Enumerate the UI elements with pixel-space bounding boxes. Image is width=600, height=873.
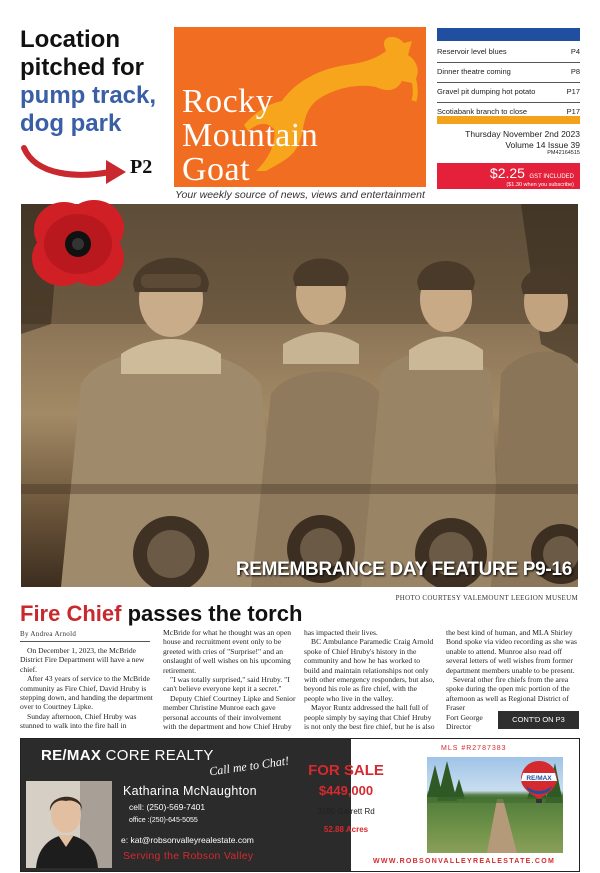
article-column: the best kind of human, and MLA Shirley Bond spoke via video recording as she was unable to attend. Munroe also read off several letters of well wishes from former department members unable to be present. Several other fire chiefs from the area spoke during the open mic portion of the afternoon as well as Regional District of Fraser Fort George Director [446,628,577,732]
for-sale-label: FOR SALE [308,762,384,779]
inside-index [437,43,580,123]
agent-name: Katharina McNaughton [123,784,257,798]
agent-email[interactable]: e: kat@robsonvalleyrealestate.com [121,835,254,845]
serving-tagline: Serving the Robson Valley [123,850,254,862]
index-item[interactable]: Scotiabank branch to close P17 [437,103,580,123]
masthead-logo[interactable] [174,27,426,187]
listing-price: $449,000 [318,783,374,798]
balloon-label: RE/MAX [526,775,552,782]
teaser-line-highlight: pump track, [20,82,157,109]
mls-number: MLS #R2787383 [441,745,507,752]
paper-title: Rocky Mountain Goat [182,83,319,187]
issue-info [437,129,580,157]
index-item[interactable]: Gravel pit dumping hot potato P17 [437,83,580,103]
teaser-line: Location [20,26,120,53]
index-bar-top [437,28,580,41]
realestate-ad[interactable] [20,738,580,872]
article-headline[interactable]: Fire Chief passes the torch [20,601,303,626]
continued-button[interactable]: CONT'D ON P3 [498,711,579,729]
agent-photo [26,781,112,868]
article-column: has impacted their lives. BC Ambulance Paramedic Craig Arnold spoke of Chief Hruby's history in the community and how he has worked to build and maintain relationships not only with other emergency responders, but also, beyond his role as fire chief, with the people who live in the valley. Mayor Runtz addressed the hall full of people simply by saying that Chief Hruby is not only the best fire chief, but he is also [304,628,435,732]
feature-banner[interactable]: REMEMBRANCE DAY FEATURE P9-16 [235,559,572,580]
remax-brand: RE/MAX CORE REALTY [41,747,214,764]
curved-arrow-icon [18,142,128,188]
listing-acres: 52.88 Acres [323,825,369,834]
listing-address: 3180 Garrett Rd [317,807,375,816]
price-subscribe: ($1.30 when you subscribe) [506,182,574,188]
agent-cell[interactable]: cell: (250)-569-7401 [129,802,206,812]
article-column: McBride for what he thought was an open house and recruitment event only to be greeted with cries of "Surprise!" and an onslaught of well wishes on his upcoming retirement. "I was totally surprised," said Hruby. "I can't believe everyone kept it a secret." Deputy Chief Courtney Lipke and Senior member Christine Munroe each gave personal accounts of their involvement with the department and how Chief Hruby [163,628,296,732]
issue-pm: PM42164515 [547,150,580,157]
teaser-page-ref[interactable]: P2 [130,156,153,178]
website-url[interactable]: WWW.ROBSONVALLEYREALESTATE.COM [373,858,556,865]
teaser-line-highlight: dog park [20,110,122,137]
index-item[interactable]: Dinner theatre coming P8 [437,63,580,83]
index-bar-bottom [437,116,580,124]
price-amount: $2.25 [489,165,525,181]
agent-portrait-icon [26,781,112,868]
tagline: Your weekly source of news, views and entertainment [175,189,425,201]
article-column: On December 1, 2023, the McBride District Fire Department will have a new chief. After 43 years of service to the McBride community as Fire Chief, David Hruby is stepping down, and handing the department over to Courtney Lipke. Sunday afternoon, Chief Hruby was stunned to walk into the fire hall in [20,646,153,731]
issue-date: Thursday November 2nd 2023 [465,129,580,139]
byline: By Andrea Arnold [20,630,150,642]
remax-balloon-icon [519,759,559,803]
poppy-icon [28,194,128,292]
agent-office[interactable]: office :(250)-645-5055 [129,817,198,824]
photo-credit: PHOTO COURTESY VALEMOUNT LEEGION MUSEUM [395,594,578,602]
issue-volume: Volume 14 Issue 39 [505,139,580,150]
price-box [437,163,580,189]
front-teaser[interactable] [20,26,170,138]
teaser-line: pitched for [20,54,144,81]
price-gst: GST INCLUDED [529,174,574,180]
property-photo[interactable] [427,757,563,853]
index-item[interactable]: Reservoir level blues P4 [437,43,580,63]
call-me-text: Call me to Chat! [208,753,290,779]
